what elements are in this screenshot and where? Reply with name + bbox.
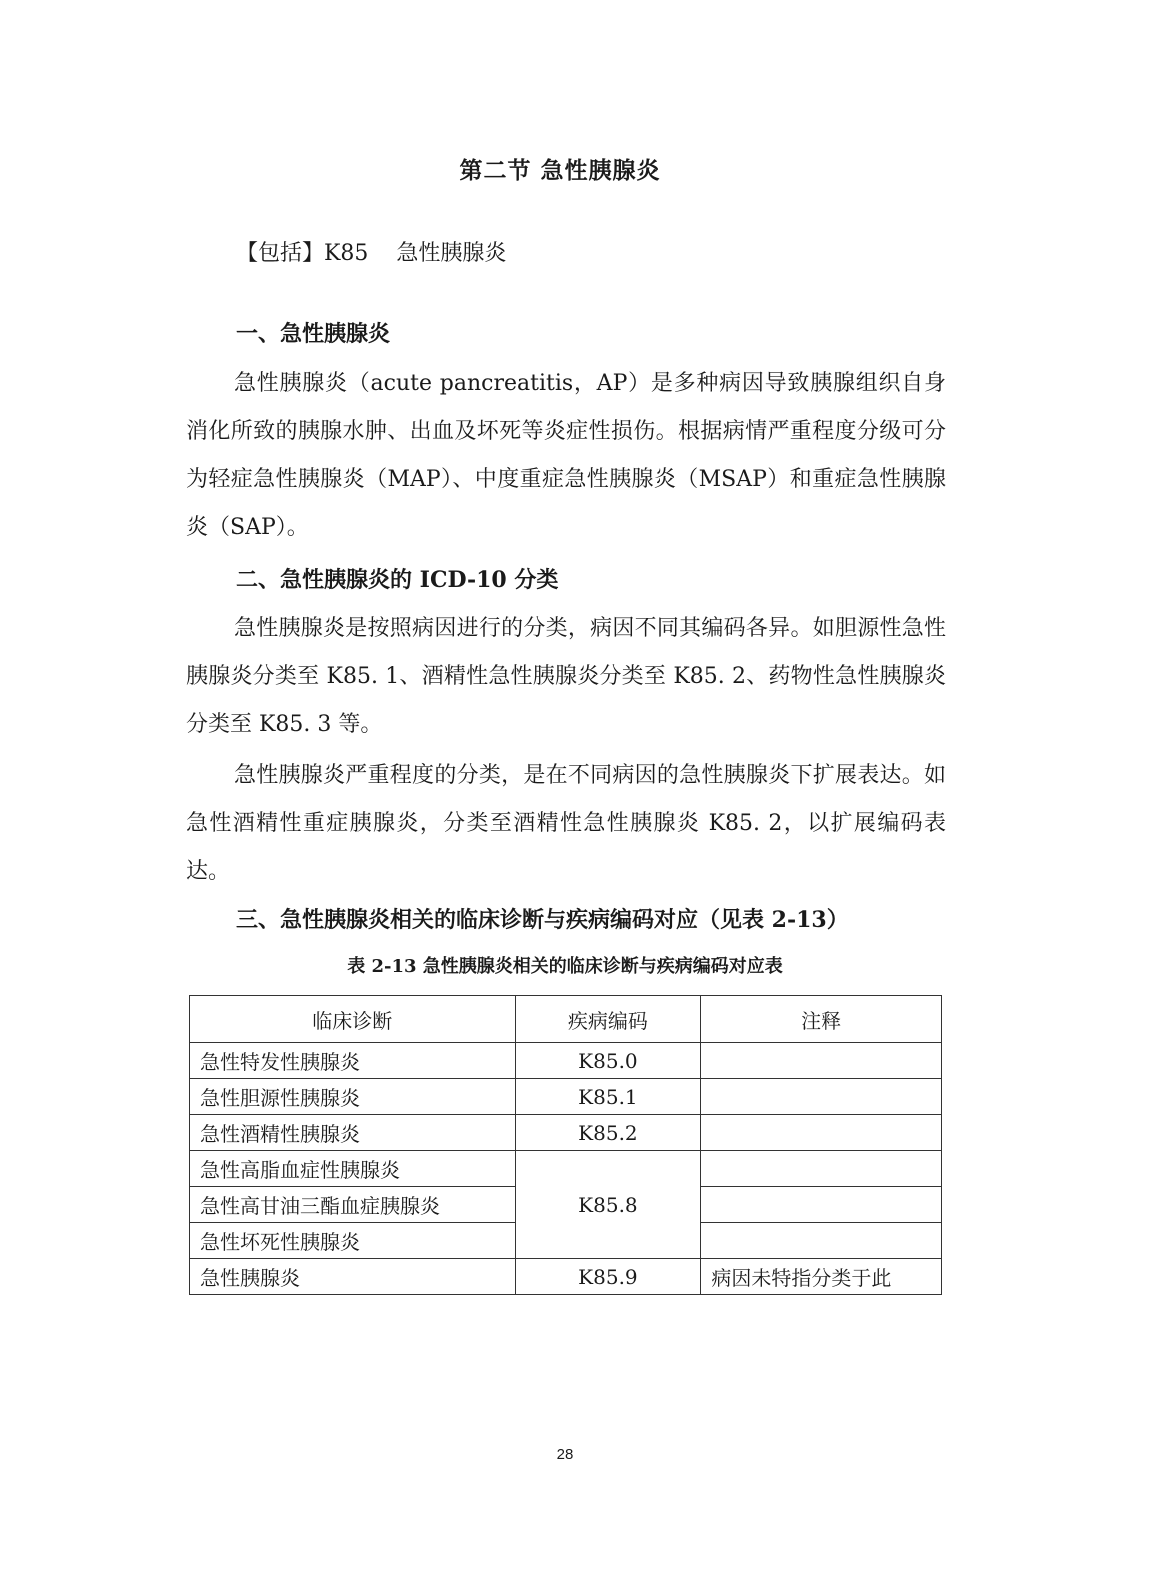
header-clinical-diagnosis: 临床诊断: [190, 996, 516, 1043]
table-row: [190, 1259, 942, 1295]
table-header-row: [190, 996, 942, 1043]
table-row: [190, 1115, 942, 1151]
note-cell: [701, 1043, 942, 1079]
section-2-paragraph-2: 急性胰腺炎严重程度的分类，是在不同病因的急性胰腺炎下扩展表达。如急性酒精性重症胰腺炎，分类至酒精性急性胰腺炎 K85. 2，以扩展编码表达。: [186, 763, 946, 884]
section-heading-2: 二、急性胰腺炎的 ICD-10 分类: [236, 567, 559, 593]
diagnosis-cell: 急性胰腺炎: [190, 1259, 516, 1295]
note-cell: [701, 1151, 942, 1187]
include-line: 【包括】K85 急性胰腺炎: [236, 241, 507, 266]
code-cell-merged: K85.8: [515, 1151, 701, 1259]
code-cell: K85.0: [515, 1043, 701, 1079]
page-number: 28: [556, 1446, 574, 1463]
table-caption: 表 2-13 急性胰腺炎相关的临床诊断与疾病编码对应表: [347, 956, 783, 977]
diagnosis-cell: 急性特发性胰腺炎: [190, 1043, 516, 1079]
note-cell: [701, 1187, 942, 1223]
code-cell: K85.1: [515, 1079, 701, 1115]
section-heading-1: 一、急性胰腺炎: [236, 321, 391, 347]
section-2-paragraph-1: 急性胰腺炎是按照病因进行的分类，病因不同其编码各异。如胆源性急性胰腺炎分类至 K85. 1、酒精性急性胰腺炎分类至 K85. 2、药物性急性胰腺炎分类至 K85. 3 等。: [186, 616, 946, 737]
page-title: 第二节 急性胰腺炎: [459, 157, 661, 184]
note-cell: [701, 1079, 942, 1115]
section-heading-3: 三、急性胰腺炎相关的临床诊断与疾病编码对应（见表 2-13）: [236, 907, 849, 933]
header-disease-code: 疾病编码: [515, 996, 701, 1043]
table-row: [190, 1151, 942, 1187]
table-row: [190, 1043, 942, 1079]
section-1-paragraph: 急性胰腺炎（acute pancreatitis，AP）是多种病因导致胰腺组织自身消化所致的胰腺水肿、出血及坏死等炎症性损伤。根据病情严重程度分级可分为轻症急性胰腺炎（MAP）、中度重症急性胰腺炎（MSAP）和重症急性胰腺炎（SAP）。: [186, 371, 946, 540]
diagnosis-cell: 急性高甘油三酯血症胰腺炎: [190, 1187, 516, 1223]
code-cell: K85.2: [515, 1115, 701, 1151]
code-cell: K85.9: [515, 1259, 701, 1295]
note-cell: 病因未特指分类于此: [701, 1259, 942, 1295]
table-row: [190, 1079, 942, 1115]
diagnosis-cell: 急性酒精性胰腺炎: [190, 1115, 516, 1151]
diagnosis-cell: 急性高脂血症性胰腺炎: [190, 1151, 516, 1187]
note-cell: [701, 1115, 942, 1151]
header-note: 注释: [701, 996, 942, 1043]
diagnosis-cell: 急性胆源性胰腺炎: [190, 1079, 516, 1115]
diagnosis-code-table: [189, 995, 942, 1295]
diagnosis-cell: 急性坏死性胰腺炎: [190, 1223, 516, 1259]
note-cell: [701, 1223, 942, 1259]
